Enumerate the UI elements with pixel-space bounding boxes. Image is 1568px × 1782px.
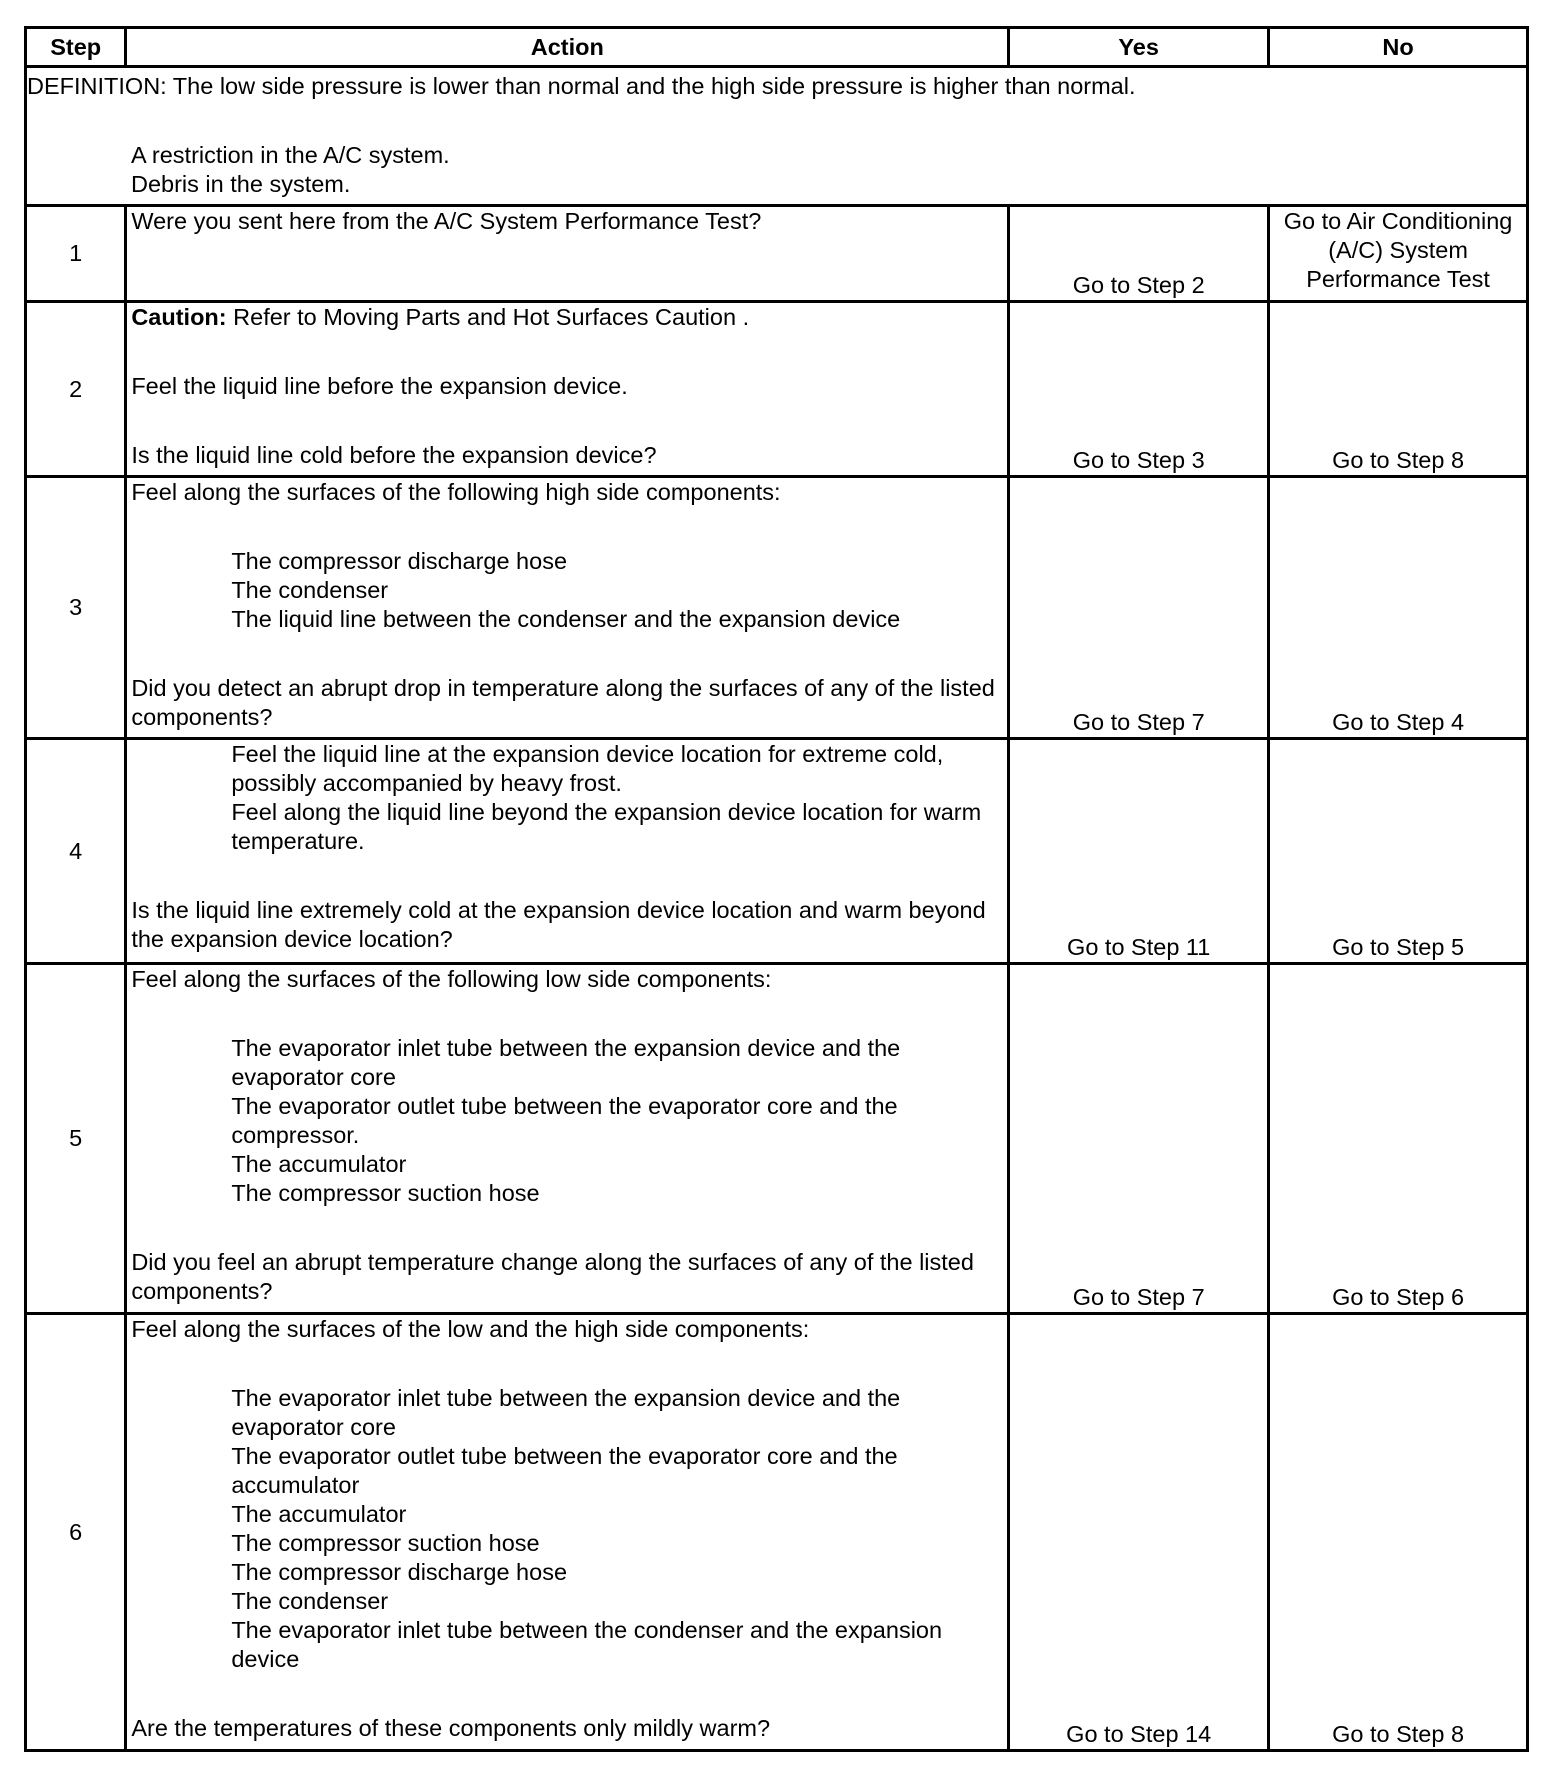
no-result: Go to Step 8	[1269, 1314, 1528, 1751]
header-row	[26, 28, 1528, 67]
step-action	[126, 964, 1009, 1314]
step-action	[126, 477, 1009, 739]
step-row-2	[26, 302, 1528, 477]
step-row-1	[26, 206, 1528, 302]
step-action	[126, 302, 1009, 477]
step-number: 3	[26, 477, 126, 739]
component-item: The liquid line between the condenser and the expansion device	[231, 606, 901, 632]
component-item: The evaporator inlet tube between the expansion device and the evaporator core	[231, 1385, 907, 1440]
header-step: Step	[26, 28, 126, 67]
intro-text: Feel along the surfaces of the following low side components:	[131, 966, 772, 992]
cause-item: Debris in the system.	[131, 171, 351, 197]
component-item: The evaporator inlet tube between the expansion device and the evaporator core	[231, 1035, 907, 1090]
yes-result: Go to Step 11	[1009, 739, 1269, 964]
step-row-4	[26, 739, 1528, 964]
step-action	[126, 1314, 1009, 1751]
step-number: 5	[26, 964, 126, 1314]
cause-item: A restriction in the A/C system.	[131, 142, 450, 168]
definition-cell	[26, 67, 1528, 206]
no-result: Go to Step 8	[1269, 302, 1528, 477]
action-text: Feel the liquid line before the expansion device.	[131, 373, 628, 399]
diagnostic-table-page	[24, 26, 1529, 1756]
step-number: 6	[26, 1314, 126, 1751]
action-text: Were you sent here from the A/C System Performance Test?	[131, 208, 762, 234]
caution-text: Refer to Moving Parts and Hot Surfaces Caution .	[226, 304, 750, 330]
no-result: Go to Air Conditioning (A/C) System Performance Test	[1269, 206, 1528, 302]
component-item: The compressor discharge hose	[231, 1559, 568, 1585]
instruction-item: Feel along the liquid line beyond the expansion device location for warm temperature.	[231, 799, 988, 854]
step-action	[126, 206, 1009, 302]
intro-text: Feel along the surfaces of the following high side components:	[131, 479, 781, 505]
component-item: The evaporator outlet tube between the evaporator core and the compressor.	[231, 1093, 905, 1148]
intro-text: Feel along the surfaces of the low and the high side components:	[131, 1316, 810, 1342]
step-row-5	[26, 964, 1528, 1314]
component-item: The compressor discharge hose	[231, 548, 568, 574]
question-text: Are the temperatures of these components only mildly warm?	[131, 1715, 771, 1741]
step-row-6	[26, 1314, 1528, 1751]
definition-text: DEFINITION: The low side pressure is lower than normal and the high side pressure is higher than normal.	[27, 73, 1136, 99]
header-no: No	[1269, 28, 1528, 67]
step-number: 2	[26, 302, 126, 477]
component-item: The evaporator outlet tube between the evaporator core and the accumulator	[231, 1443, 905, 1498]
component-item: The compressor suction hose	[231, 1180, 540, 1206]
step-action	[126, 739, 1009, 964]
component-item: The evaporator inlet tube between the condenser and the expansion device	[231, 1617, 949, 1672]
component-item: The condenser	[231, 577, 389, 603]
component-item: The compressor suction hose	[231, 1530, 540, 1556]
question-text: Is the liquid line cold before the expansion device?	[131, 442, 657, 468]
yes-result: Go to Step 7	[1009, 477, 1269, 739]
question-text: Did you detect an abrupt drop in temperature along the surfaces of any of the listed components?	[131, 675, 1002, 730]
component-item: The condenser	[231, 1588, 389, 1614]
no-result: Go to Step 4	[1269, 477, 1528, 739]
yes-result: Go to Step 14	[1009, 1314, 1269, 1751]
step-number: 1	[26, 206, 126, 302]
caution-line	[131, 303, 1003, 332]
no-result: Go to Step 6	[1269, 964, 1528, 1314]
header-action: Action	[126, 28, 1009, 67]
yes-result: Go to Step 2	[1009, 206, 1269, 302]
instruction-item: Feel the liquid line at the expansion device location for extreme cold, possibly accompanied by heavy frost.	[231, 741, 950, 796]
yes-result: Go to Step 7	[1009, 964, 1269, 1314]
no-result: Go to Step 5	[1269, 739, 1528, 964]
question-text: Is the liquid line extremely cold at the expansion device location and warm beyond the expansion device location?	[131, 897, 993, 952]
definition-row	[26, 67, 1528, 206]
step-row-3	[26, 477, 1528, 739]
question-text: Did you feel an abrupt temperature change along the surfaces of any of the listed components?	[131, 1249, 981, 1304]
yes-result: Go to Step 3	[1009, 302, 1269, 477]
caution-label: Caution:	[131, 304, 227, 330]
header-yes: Yes	[1009, 28, 1269, 67]
component-item: The accumulator	[231, 1151, 407, 1177]
diagnostic-table	[24, 26, 1529, 1752]
component-item: The accumulator	[231, 1501, 407, 1527]
step-number: 4	[26, 739, 126, 964]
